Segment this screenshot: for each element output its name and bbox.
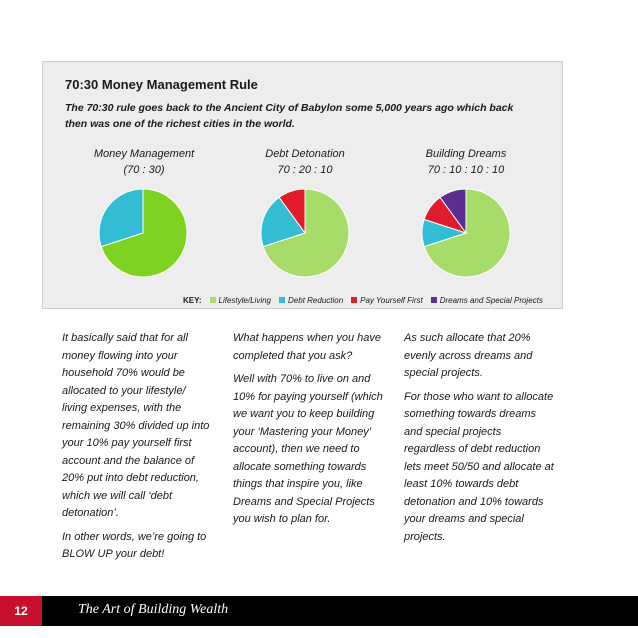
chart-title: Money Management [93, 148, 195, 160]
paragraph: Well with 70% to live on and 10% for paying yourself (which we want you to keep building your ‘Mastering your Money’ account), then we need to allocate something towards things that inspire you, like Dreams and Special Projects you wish to plan for. [233, 373, 383, 525]
chart-ratio: 70 : 10 : 10 : 10 [427, 164, 505, 176]
info-panel [42, 61, 563, 309]
chart-ratio: (70 : 30) [123, 164, 165, 176]
legend-item-label: Debt Reduction [288, 295, 344, 305]
chart-label-debt-detonation [230, 146, 380, 178]
legend-swatch [431, 297, 437, 303]
chart-label-money-management [69, 146, 219, 178]
legend-swatch [351, 297, 357, 303]
legend-item-pay-yourself [351, 296, 423, 305]
page-number: 12 [0, 596, 42, 626]
chart-label-building-dreams [391, 146, 541, 178]
text-column-1 [62, 330, 212, 570]
chart-legend [183, 293, 543, 307]
legend-item-label: Dreams and Special Projects [439, 295, 543, 305]
paragraph: What happens when you have completed that you ask? [233, 332, 381, 362]
panel-title: 70:30 Money Management Rule [65, 77, 258, 92]
legend-item-lifestyle [210, 296, 271, 305]
pie-chart-money-management [98, 188, 188, 278]
panel-subtitle: The 70:30 rule goes back to the Ancient City of Babylon some 5,000 years ago which back then was one of the richest cities in the world. [65, 102, 514, 130]
paragraph: It basically said that for all money flowing into your household 70% would be allocated to your lifestyle/ living expenses, with the remaining 30% divided up into your 10% pay yourself first account and the balance of 20% put into debt reduction, which we will call ‘debt detonation’. [62, 332, 210, 519]
legend-item-debt-reduction [279, 296, 343, 305]
legend-swatch [279, 297, 285, 303]
chart-title: Building Dreams [425, 148, 507, 160]
legend-key-label: KEY: [183, 295, 202, 305]
text-column-2 [233, 330, 383, 535]
chart-title: Debt Detonation [265, 148, 345, 160]
legend-item-dreams [431, 296, 543, 305]
book-title: The Art of Building Wealth [78, 602, 229, 617]
pie-chart-debt-detonation [260, 188, 350, 278]
legend-item-label: Pay Yourself First [360, 295, 423, 305]
paragraph: As such allocate that 20% evenly across dreams and special projects. [404, 332, 533, 379]
footer-bar [0, 596, 638, 626]
legend-swatch [210, 297, 216, 303]
legend-item-label: Lifestyle/Living [218, 295, 272, 305]
paragraph: For those who want to allocate something towards dreams and special projects regardless of debt reduction lets meet 50/50 and allocate at least 10% towards debt detonation and 10% towards your dreams and special projects. [404, 390, 554, 543]
chart-ratio: 70 : 20 : 10 [277, 164, 333, 176]
pie-chart-building-dreams [421, 188, 511, 278]
paragraph: In other words, we’re going to BLOW UP your debt! [62, 530, 207, 560]
text-column-3 [404, 330, 554, 552]
